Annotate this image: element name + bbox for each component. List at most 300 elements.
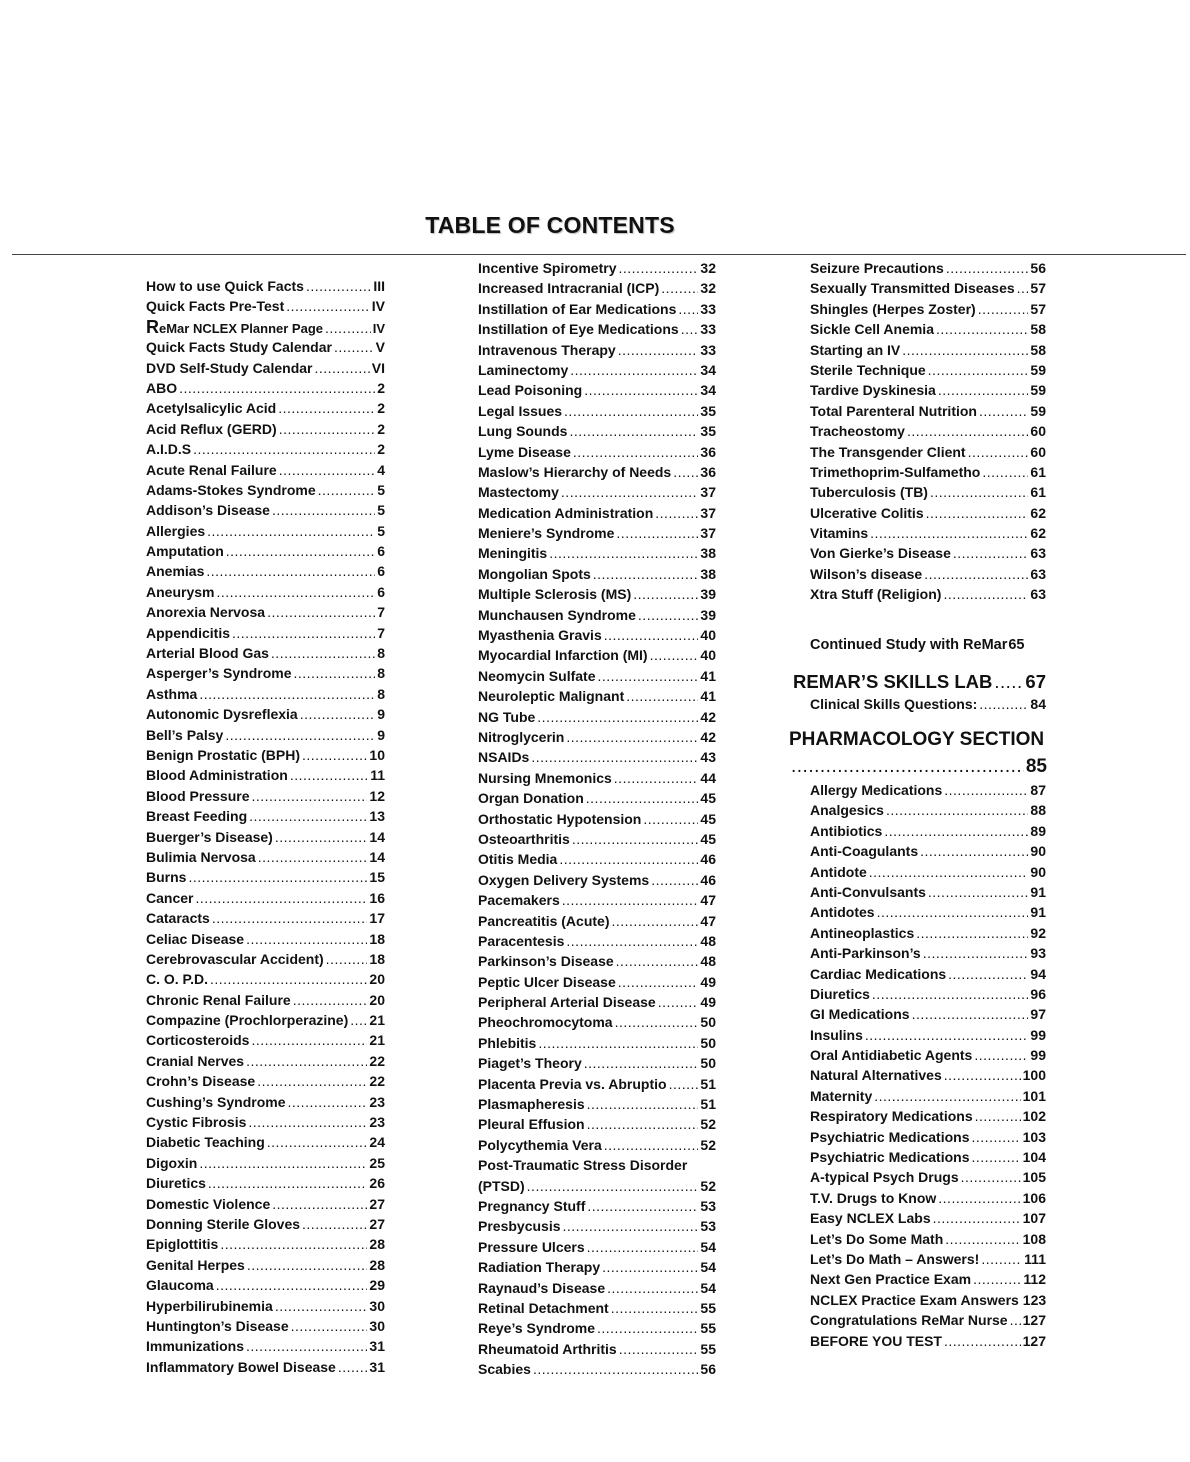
toc-entry[interactable] [810,401,1046,421]
entry-page: 55 [700,1320,716,1337]
toc-entry[interactable] [146,1173,385,1193]
entry-title: Meniere’s Syndrome [478,525,615,542]
toc-entry[interactable] [478,768,716,788]
entry-page: 49 [700,973,716,990]
entry-page: 38 [700,545,716,562]
toc-entry[interactable] [810,943,1046,963]
entry-page: 52 [700,1136,716,1153]
page-title: TABLE OF CONTENTS [425,212,675,238]
leader-dots [537,707,698,727]
leader-dots [584,1053,699,1073]
entry-title: Natural Alternatives [810,1067,942,1084]
entry-page: 99 [1030,1026,1046,1043]
entry-title: Presbycusis [478,1218,561,1235]
toc-entry[interactable] [478,1216,716,1236]
entry-title: Antibiotics [810,822,883,839]
toc-entry[interactable] [810,902,1046,922]
toc-entry[interactable] [146,378,385,398]
toc-entry[interactable] [810,543,1046,563]
toc-entry[interactable] [146,908,385,928]
toc-entry[interactable] [478,1339,716,1359]
leader-dots [559,849,698,869]
entry-page: 111 [1024,1250,1046,1267]
leader-dots [586,788,699,808]
toc-entry[interactable] [146,623,385,643]
entry-title: Buerger’s Disease) [146,828,273,845]
toc-entry[interactable] [478,666,716,686]
toc-entry[interactable] [478,870,716,890]
toc-entry[interactable] [146,1194,385,1214]
toc-entry[interactable] [810,1127,1046,1147]
toc-entry[interactable] [146,582,385,602]
toc-entry[interactable] [478,1278,716,1298]
toc-entry[interactable] [146,419,385,439]
toc-entry[interactable] [810,1269,1046,1289]
leader-dots [573,442,699,462]
toc-entry[interactable] [478,319,716,339]
entry-title: Shingles (Herpes Zoster) [810,300,976,317]
entry-page: 31 [369,1338,385,1355]
toc-entry[interactable] [146,765,385,785]
entry-title: Allergy Medications [810,782,943,798]
entry-page: 51 [700,1096,716,1113]
toc-entry[interactable] [810,862,1046,882]
entry-title: Orthostatic Hypotension [478,810,642,827]
entry-page: 8 [377,645,385,662]
entry-page: 10 [369,746,385,763]
entry-title: Amputation [146,543,224,560]
toc-entry[interactable] [478,911,716,931]
toc-entry[interactable] [146,990,385,1010]
toc-entry[interactable] [146,847,385,867]
toc-entry[interactable] [478,1074,716,1094]
leader-dots [923,943,1029,963]
entry-page: 49 [700,994,716,1011]
toc-entry[interactable] [146,480,385,500]
leader-dots [972,1127,1021,1147]
toc-entry[interactable] [146,1357,385,1377]
toc-entry[interactable] [478,482,716,502]
entry-title: Diuretics [146,1175,206,1192]
toc-entry[interactable] [146,1275,385,1295]
leader-dots [884,821,1028,841]
toc-entry[interactable] [146,1132,385,1152]
toc-entry[interactable] [478,258,716,278]
toc-entry[interactable] [146,1234,385,1254]
leader-dots [979,401,1028,421]
toc-entry[interactable] [810,482,1046,502]
toc-entry[interactable] [478,1033,716,1053]
leader-dots [978,299,1029,319]
entry-title: Let’s Do Math – Answers! [810,1250,980,1267]
leader-dots [272,1194,367,1214]
toc-entry[interactable] [810,421,1046,441]
toc-entry[interactable] [810,564,1046,584]
toc-entry[interactable] [146,1071,385,1091]
toc-entry[interactable] [146,949,385,969]
toc-entry[interactable] [810,780,1046,800]
leader-dots [258,847,368,867]
entry-page: 99 [1030,1047,1046,1064]
toc-entry[interactable] [478,829,716,849]
leader-dots [325,318,371,337]
toc-entry[interactable] [478,543,716,563]
toc-entry[interactable] [810,1147,1046,1167]
toc-entry-continued-study[interactable] [810,634,1046,656]
entry-title: Tracheostomy [810,423,905,440]
leader-dots [249,806,367,826]
leader-dots [216,1275,368,1295]
toc-entry[interactable] [810,360,1046,380]
toc-entry[interactable] [478,707,716,727]
leader-dots [928,360,1029,380]
toc-entry[interactable] [146,1316,385,1336]
leader-dots [210,969,367,989]
toc-entry[interactable] [810,984,1046,1004]
entry-title: Pressure Ulcers [478,1238,585,1255]
toc-entry[interactable] [146,969,385,989]
toc-entry[interactable] [810,1249,1046,1269]
entry-title: Neuroleptic Malignant [478,688,625,705]
toc-entry[interactable] [478,1053,716,1073]
toc-entry-skills-lab[interactable] [793,669,1046,695]
leader-dots [604,625,699,645]
toc-entry[interactable] [478,1094,716,1114]
toc-entry[interactable] [478,972,716,992]
toc-entry[interactable] [146,786,385,806]
leader-dots [920,841,1028,861]
toc-entry[interactable] [478,1318,716,1338]
entry-title: Anti-Parkinson’s [810,945,921,962]
entry-page: 37 [700,525,716,542]
entry-page: 9 [377,706,385,723]
toc-entry[interactable] [810,462,1046,482]
toc-entry[interactable] [146,1092,385,1112]
entry-title: Analgesics [810,802,884,819]
entry-title: Plasmapheresis [478,1096,585,1113]
toc-entry[interactable] [478,1176,716,1196]
toc-entry[interactable] [146,867,385,887]
entry-page: 30 [369,1297,385,1314]
leader-dots [619,258,699,278]
toc-entry[interactable] [810,584,1046,604]
toc-entry[interactable] [146,460,385,480]
toc-entry[interactable] [810,1310,1046,1330]
toc-entry[interactable] [810,1331,1046,1351]
leader-dots [643,809,698,829]
toc-entry[interactable] [478,849,716,869]
leader-dots [597,1318,698,1338]
toc-entry[interactable] [146,1336,385,1356]
entry-title: Crohn’s Disease [146,1073,256,1090]
leader-dots [208,1173,368,1193]
toc-entry[interactable] [478,1196,716,1216]
toc-entry[interactable] [146,1214,385,1234]
toc-entry[interactable] [146,521,385,541]
toc-entry[interactable] [478,625,716,645]
entry-title: Genital Herpes [146,1256,245,1273]
toc-entry[interactable] [478,1257,716,1277]
toc-entry[interactable] [478,564,716,584]
entry-title: Cranial Nerves [146,1052,245,1069]
entry-title: Easy NCLEX Labs [810,1210,931,1227]
leader-dots [199,684,375,704]
toc-entry[interactable] [146,358,385,378]
leader-dots [293,990,368,1010]
toc-entry[interactable] [810,442,1046,462]
leader-dots [278,398,375,418]
toc-entry[interactable] [146,1153,385,1173]
entry-title: Compazine (Prochlorperazine) [146,1012,349,1029]
toc-entry[interactable] [478,1237,716,1257]
entry-page: 25 [369,1154,385,1171]
toc-entry[interactable] [146,827,385,847]
toc-entry[interactable] [146,296,385,316]
leader-dots [246,929,367,949]
entry-page: 2 [377,400,385,417]
leader-dots [246,1336,367,1356]
leader-dots [251,786,367,806]
toc-entry[interactable] [810,380,1046,400]
toc-entry[interactable] [146,276,385,296]
entry-title: Blood Pressure [146,787,250,804]
toc-entry[interactable] [146,643,385,663]
toc-entry[interactable] [478,299,716,319]
toc-entry[interactable] [810,1045,1046,1065]
pharmacology-section-heading[interactable]: PHARMACOLOGY SECTION [789,729,1045,750]
leader-dots [216,582,375,602]
toc-entry[interactable] [810,340,1046,360]
toc-entry[interactable] [478,1298,716,1318]
toc-entry[interactable] [478,809,716,829]
leader-dots [572,829,699,849]
toc-entry[interactable] [478,503,716,523]
leader-dots [982,462,1028,482]
leader-dots [912,1004,1029,1024]
entry-title: Quick Facts Study Calendar [146,339,332,356]
leader-dots [938,380,1029,400]
entry-page: 41 [700,688,716,705]
entry-title: Continued Study with ReMar [810,637,1008,653]
toc-entry[interactable] [146,1010,385,1030]
entry-title: Raynaud’s Disease [478,1279,606,1296]
entry-title: Insulins [810,1026,863,1043]
toc-entry[interactable] [478,380,716,400]
entry-title: Clinical Skills Questions: [810,696,978,712]
toc-entry[interactable] [810,1106,1046,1126]
entry-title: Munchausen Syndrome [478,606,636,623]
toc-entry[interactable] [146,500,385,520]
toc-entry[interactable] [146,1112,385,1132]
leader-dots [291,1316,368,1336]
pharmacology-section-page[interactable] [791,754,1047,780]
toc-entry[interactable] [146,888,385,908]
entry-page: 61 [1030,484,1046,501]
toc-entry[interactable] [810,299,1046,319]
toc-entry[interactable] [146,684,385,704]
toc-entry[interactable] [478,421,716,441]
toc-entry[interactable] [810,503,1046,523]
toc-entry[interactable] [146,806,385,826]
entry-page: 59 [1030,382,1046,399]
leader-dots [979,694,1028,714]
toc-entry[interactable] [478,442,716,462]
entry-page: 35 [700,402,716,419]
entry-page: VI [371,359,385,376]
toc-entry[interactable] [478,1012,716,1032]
entry-title: Autonomic Dysreflexia [146,706,298,723]
toc-entry[interactable] [146,561,385,581]
leader-dots [294,663,376,683]
toc-entry[interactable] [478,686,716,706]
leader-dots [199,1153,367,1173]
entry-page: 12 [369,787,385,804]
leader-dots [587,1114,699,1134]
leader-dots [681,319,699,339]
entry-title: Legal Issues [478,402,563,419]
toc-entry[interactable] [146,398,385,418]
entry-page: 63 [1030,586,1046,603]
leader-dots [207,521,375,541]
entry-page: 123 [1022,1291,1046,1308]
entry-title: Psychiatric Medications [810,1128,970,1145]
toc-entry[interactable] [478,1135,716,1155]
toc-entry[interactable] [810,800,1046,820]
entry-title: Peripheral Arterial Disease [478,994,656,1011]
toc-entry[interactable] [146,745,385,765]
toc-entry[interactable] [478,992,716,1012]
toc-entry[interactable] [810,1086,1046,1106]
toc-entry-clinical-skills[interactable] [810,694,1046,714]
toc-entry[interactable] [810,1229,1046,1249]
toc-entry[interactable] [146,929,385,949]
entry-title: Cerebrovascular Accident) [146,950,324,967]
toc-entry[interactable] [810,841,1046,861]
toc-entry[interactable] [478,523,716,543]
entry-title: Arterial Blood Gas [146,645,269,662]
entry-page: 9 [377,726,385,743]
toc-entry[interactable] [810,1290,1046,1310]
toc-entry[interactable] [478,951,716,971]
entry-title: Scabies [478,1361,531,1378]
entry-page: 58 [1030,321,1046,338]
leader-dots [615,1012,699,1032]
toc-entry[interactable] [810,1188,1046,1208]
toc-entry[interactable] [146,1255,385,1275]
toc-entry[interactable] [810,258,1046,278]
toc-entry[interactable] [146,439,385,459]
entry-page: 62 [1030,504,1046,521]
entry-title: Antineoplastics [810,924,915,941]
entry-page: 11 [370,767,385,784]
entry-title: Cystic Fibrosis [146,1114,247,1131]
toc-entry[interactable] [478,360,716,380]
toc-entry[interactable] [146,1030,385,1050]
entry-page: 34 [700,382,716,399]
leader-dots [566,727,698,747]
entry-title: Nitroglycerin [478,728,565,745]
toc-entry[interactable] [810,882,1046,902]
toc-entry[interactable] [146,541,385,561]
leader-dots [257,1071,367,1091]
leader-dots [220,1234,367,1254]
toc-entry[interactable] [810,1025,1046,1045]
toc-entry[interactable] [146,1051,385,1071]
entry-title: Pleural Effusion [478,1116,585,1133]
toc-entry[interactable] [478,788,716,808]
entry-title: Phlebitis [478,1034,537,1051]
entry-page: 31 [369,1358,385,1375]
entry-title: Peptic Ulcer Disease [478,973,616,990]
toc-entry[interactable] [478,401,716,421]
entry-page: 6 [377,583,385,600]
toc-entry[interactable] [478,931,716,951]
toc-entry[interactable] [810,319,1046,339]
toc-entry[interactable] [478,584,716,604]
toc-entry[interactable] [810,278,1046,298]
entry-title: Huntington’s Disease [146,1317,289,1334]
entry-title: Retinal Detachment [478,1299,609,1316]
toc-entry[interactable] [478,1359,716,1379]
toc-entry[interactable] [478,278,716,298]
toc-entry[interactable] [478,727,716,747]
entry-title: GI Medications [810,1006,910,1023]
toc-entry[interactable] [810,523,1046,543]
toc-entry[interactable] [478,645,716,665]
toc-entry[interactable] [478,747,716,767]
entry-title: Incentive Spirometry [478,260,617,276]
entry-page: 32 [700,260,716,276]
toc-entry[interactable] [478,340,716,360]
toc-entry[interactable] [810,923,1046,943]
toc-entry[interactable] [478,890,716,910]
entry-page: 87 [1030,782,1046,798]
toc-entry[interactable] [146,725,385,745]
leader-dots [288,1092,368,1112]
entry-page: 91 [1030,883,1046,900]
entry-title: Polycythemia Vera [478,1136,602,1153]
toc-entry[interactable] [810,1208,1046,1228]
toc-entry[interactable] [146,317,385,337]
toc-entry[interactable] [146,337,385,357]
leader-dots [936,319,1028,339]
toc-entry[interactable] [478,1155,716,1175]
toc-entry[interactable] [810,1004,1046,1024]
toc-entry[interactable] [146,663,385,683]
toc-entry[interactable] [146,602,385,622]
toc-entry[interactable] [478,462,716,482]
toc-entry[interactable] [810,821,1046,841]
leader-dots [618,340,699,360]
leader-dots [188,867,367,887]
toc-entry[interactable] [810,1065,1046,1085]
toc-entry[interactable] [146,1296,385,1316]
leader-dots [195,888,367,908]
entry-title: Burns [146,869,187,886]
entry-title: Medication Administration [478,504,654,521]
toc-entry[interactable] [478,605,716,625]
leader-dots [566,931,698,951]
entry-title: Benign Prostatic (BPH) [146,746,301,763]
entry-title: Breast Feeding [146,808,248,825]
leader-dots [326,949,368,969]
toc-entry[interactable] [146,704,385,724]
entry-page: 2 [377,420,385,437]
leader-dots [886,800,1028,820]
toc-entry[interactable] [810,964,1046,984]
toc-entry[interactable] [478,1114,716,1134]
toc-entry[interactable] [810,1167,1046,1187]
